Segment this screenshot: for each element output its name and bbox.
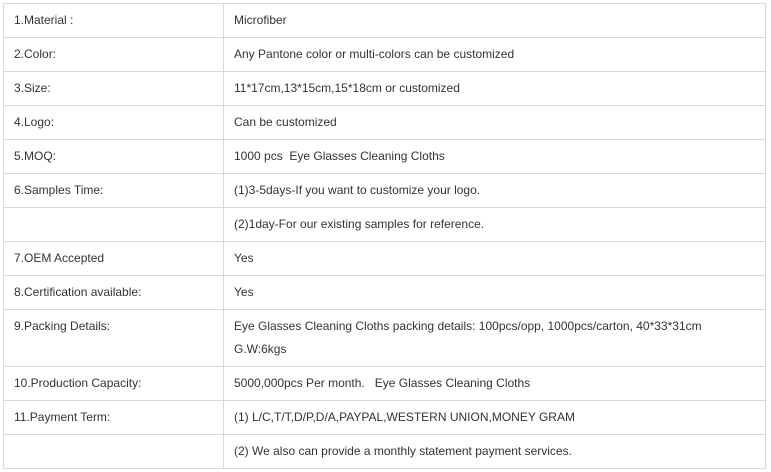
row-label — [4, 38, 224, 72]
row-value-text: (2)1day-For our existing samples for reference. — [234, 217, 485, 231]
row-value-text: Microfiber — [234, 13, 287, 27]
row-label-text — [14, 208, 223, 213]
row-label — [4, 174, 224, 208]
row-value-text: 11*17cm,13*15cm,15*18cm or customized — [234, 81, 460, 95]
row-value — [224, 106, 766, 140]
row-label — [4, 140, 224, 174]
row-value-text: (2) We also can provide a monthly statement payment services. — [234, 444, 572, 458]
row-value — [224, 435, 766, 469]
row-label-text: 5.MOQ: — [14, 149, 57, 163]
table-row — [4, 4, 766, 38]
table-row — [4, 208, 766, 242]
row-label — [4, 72, 224, 106]
row-label-text: 2.Color: — [14, 47, 57, 61]
row-label-text — [14, 435, 223, 440]
row-value — [224, 242, 766, 276]
row-value-text: (1) L/C,T/T,D/P,D/A,PAYPAL,WESTERN UNION,MONEY GRAM — [234, 410, 575, 424]
row-label — [4, 4, 224, 38]
table-row — [4, 140, 766, 174]
row-value — [224, 174, 766, 208]
table-row — [4, 106, 766, 140]
row-label — [4, 106, 224, 140]
row-value-text: Can be customized — [234, 115, 337, 129]
row-value-text: Yes — [234, 285, 254, 299]
table-row — [4, 367, 766, 401]
row-label-text: 11.Payment Term: — [14, 410, 111, 424]
table-row — [4, 435, 766, 469]
row-value — [224, 4, 766, 38]
row-value — [224, 367, 766, 401]
row-label — [4, 310, 224, 367]
row-value — [224, 276, 766, 310]
row-label-text: 8.Certification available: — [14, 285, 142, 299]
row-label — [4, 435, 224, 469]
row-value — [224, 208, 766, 242]
row-value-text-line2: G.W:6kgs — [234, 342, 287, 356]
row-label — [4, 208, 224, 242]
table-row — [4, 174, 766, 208]
row-value-text: Any Pantone color or multi-colors can be customized — [234, 47, 515, 61]
table-row — [4, 242, 766, 276]
row-label-text: 10.Production Capacity: — [14, 376, 142, 390]
row-label — [4, 401, 224, 435]
table-row — [4, 310, 766, 367]
row-value-text: Eye Glasses Cleaning Cloths packing details: 100pcs/opp, 1000pcs/carton, 40*33*31cm — [234, 319, 702, 333]
row-value-text: Yes — [234, 251, 254, 265]
row-value — [224, 72, 766, 106]
row-label — [4, 367, 224, 401]
specification-table — [3, 3, 766, 469]
row-label-text: 3.Size: — [14, 81, 51, 95]
row-value-text: 1000 pcs Eye Glasses Cleaning Cloths — [234, 149, 445, 163]
table-row — [4, 38, 766, 72]
table-row — [4, 72, 766, 106]
row-label-text: 9.Packing Details: — [14, 319, 111, 333]
table-row — [4, 276, 766, 310]
row-label-text: 7.OEM Accepted — [14, 251, 105, 265]
row-value — [224, 401, 766, 435]
row-label-text: 1.Material : — [14, 13, 74, 27]
row-value — [224, 140, 766, 174]
row-value-text: 5000,000pcs Per month. Eye Glasses Cleaning Cloths — [234, 376, 531, 390]
row-label — [4, 276, 224, 310]
row-label — [4, 242, 224, 276]
row-value-text: (1)3-5days-If you want to customize your logo. — [234, 183, 481, 197]
row-label-text: 4.Logo: — [14, 115, 55, 129]
table-row — [4, 401, 766, 435]
row-label-text: 6.Samples Time: — [14, 183, 104, 197]
row-value — [224, 38, 766, 72]
row-value — [224, 310, 766, 367]
